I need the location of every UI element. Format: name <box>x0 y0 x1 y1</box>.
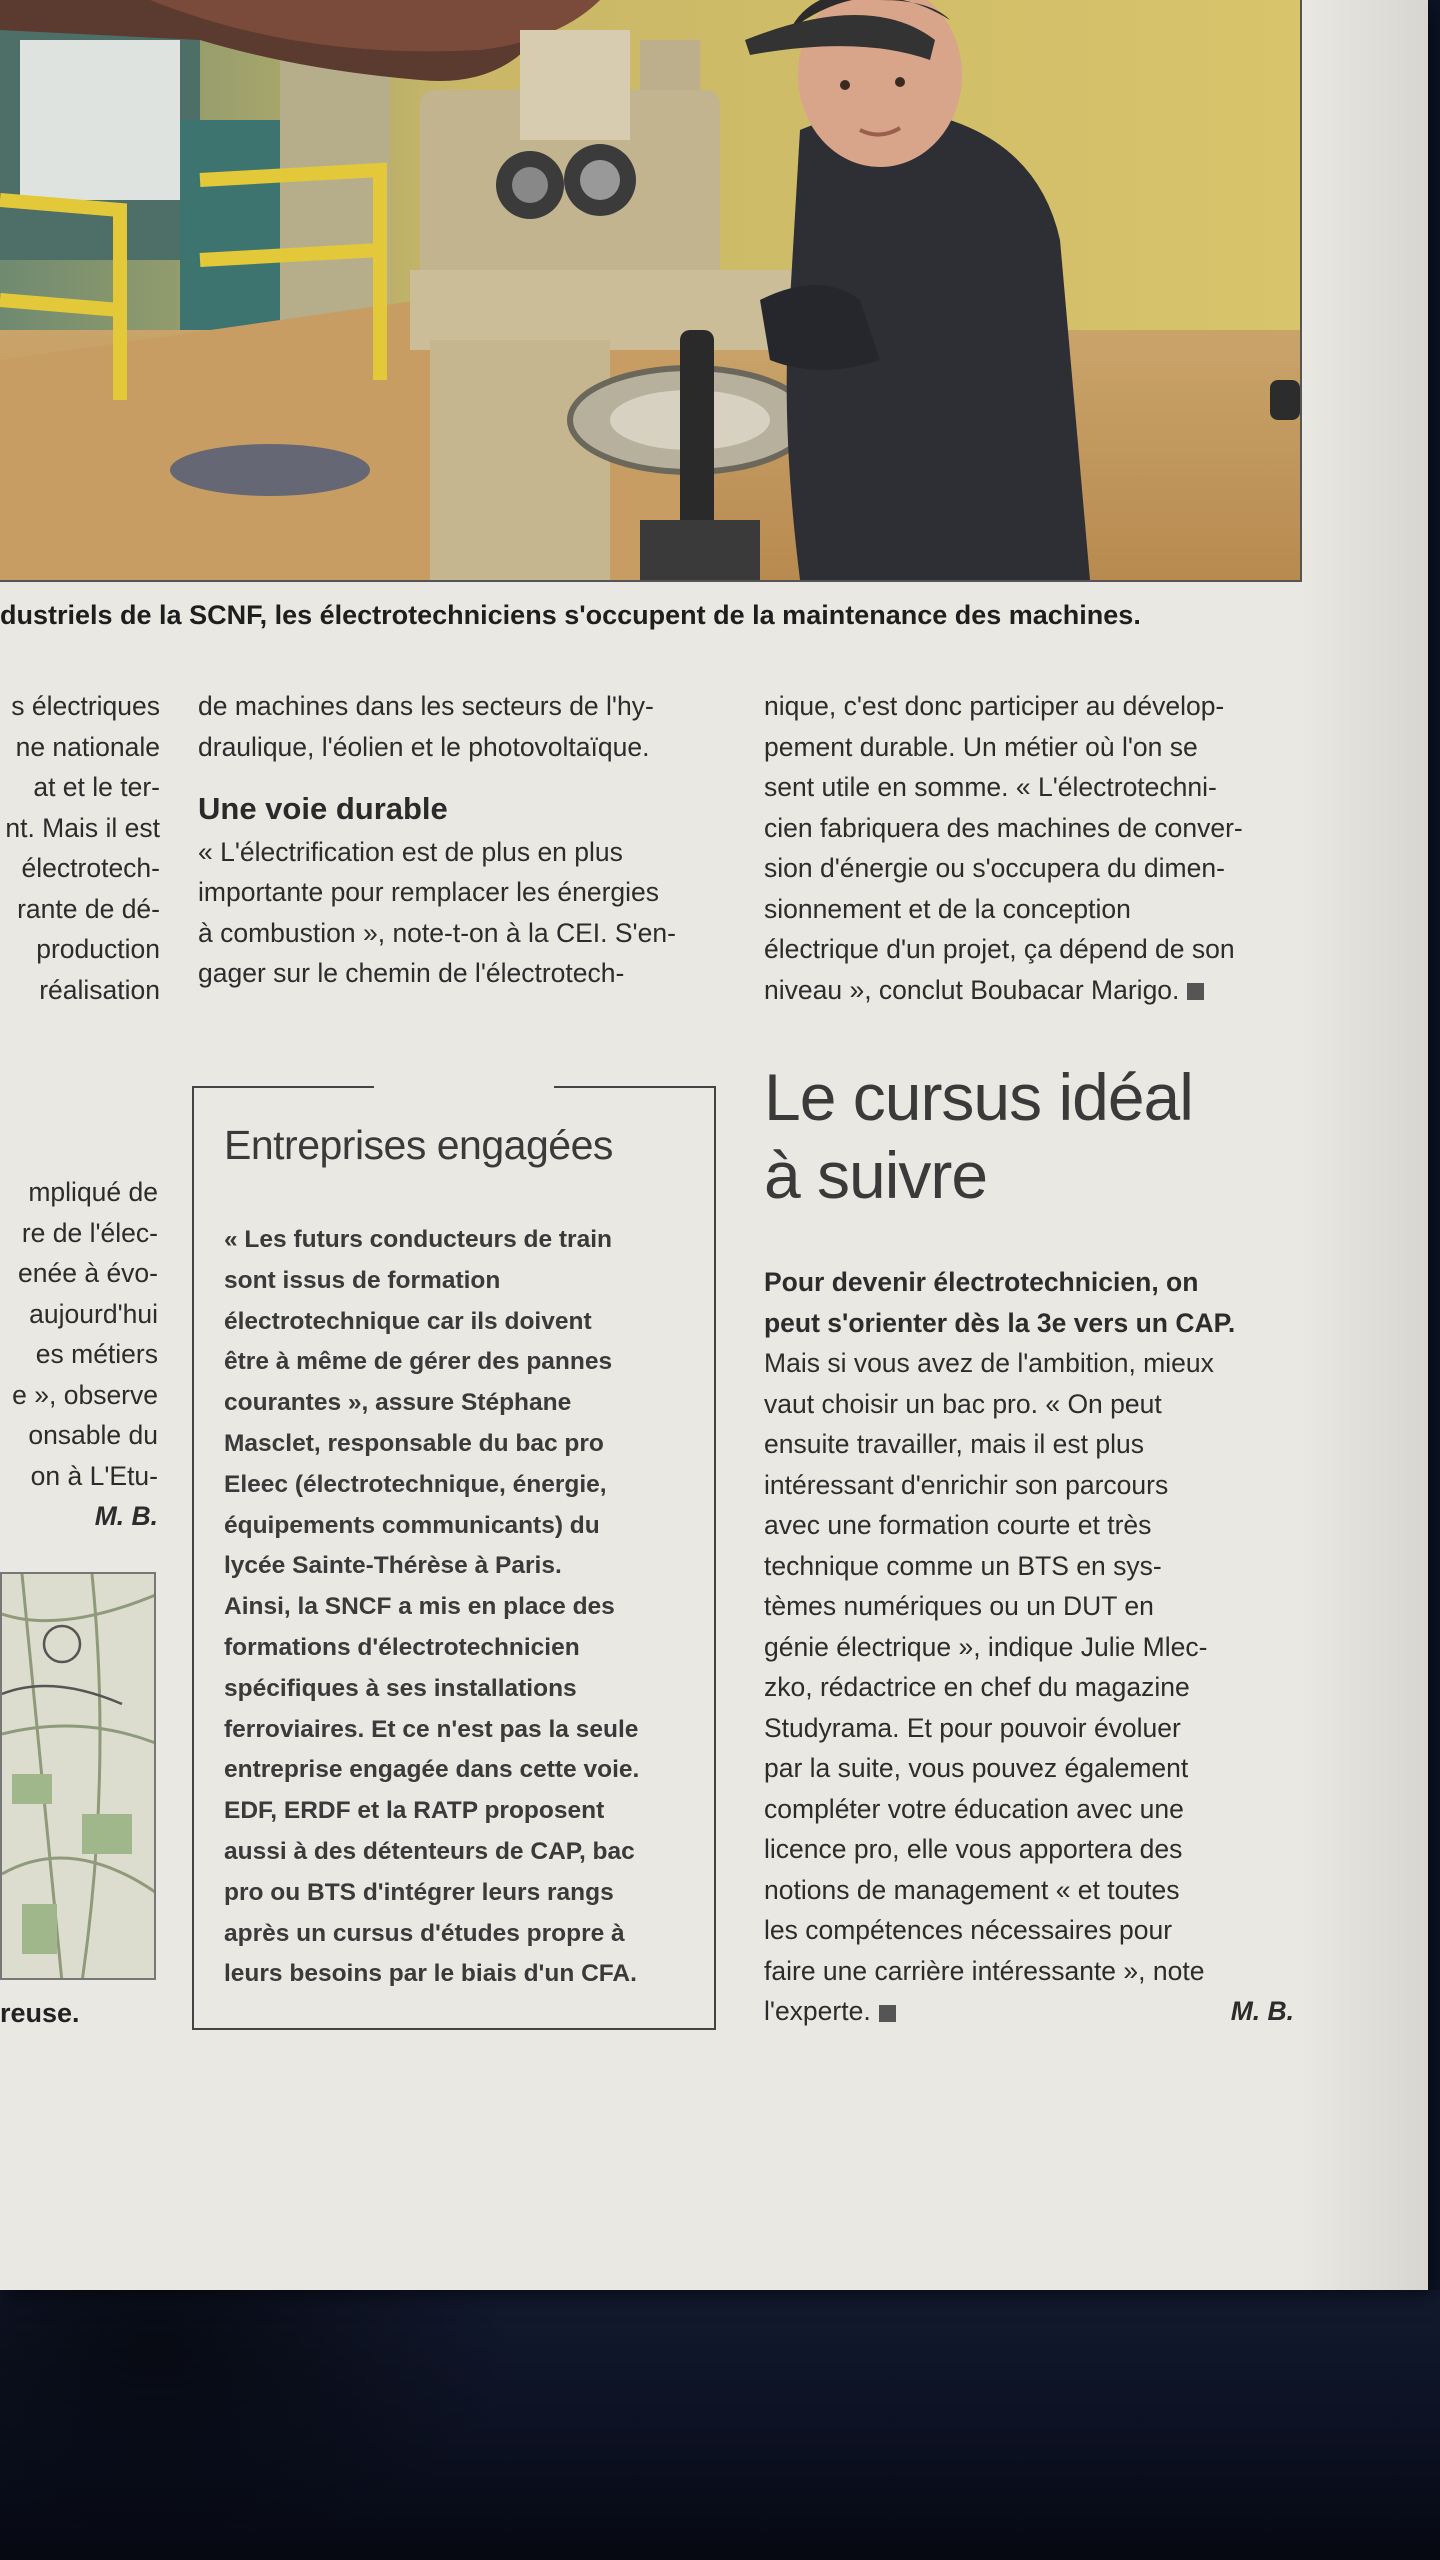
box-line: spécifiques à ses installations <box>224 1674 577 1702</box>
middle-column <box>198 686 718 994</box>
left-line: production <box>36 934 160 964</box>
mid-line: à combustion », note-t-on à la CEI. S'en- <box>198 917 676 948</box>
left-line: e », observe <box>12 1379 158 1410</box>
page-edge-shade <box>1300 0 1428 2290</box>
box-line: ferroviaires. Et ce n'est pas la seule <box>224 1715 639 1743</box>
box-line: être à même de gérer des pannes <box>224 1348 613 1376</box>
box-line: leurs besoins par le biais d'un CFA. <box>224 1960 637 1988</box>
box-line: lycée Sainte-Thérèse à Paris. <box>224 1552 562 1580</box>
box-line: après un cursus d'études propre à <box>224 1919 625 1947</box>
box-line: « Les futurs conducteurs de train <box>224 1226 612 1253</box>
cursus-line: technique comme un BTS en sys- <box>764 1550 1162 1581</box>
right-line: sion d'énergie ou s'occupera du dimen- <box>764 853 1225 883</box>
left-line: électrotech- <box>21 853 160 883</box>
map-figure <box>0 1572 156 1980</box>
cursus-line: licence pro, elle vous apportera des <box>764 1834 1183 1864</box>
cursus-signature: M. B. <box>1230 1996 1294 2026</box>
left-line: ne nationale <box>15 731 160 762</box>
box-line: Masclet, responsable du bac pro <box>224 1429 604 1457</box>
cursus-line: Mais si vous avez de l'ambition, mieux <box>764 1348 1214 1378</box>
mid-line: « L'électrification est de plus en plus <box>198 836 623 867</box>
box-line: sont issus de formation <box>224 1266 501 1294</box>
mid-line: de machines dans les secteurs de l'hy- <box>198 691 654 721</box>
cursus-title-line2: à suivre <box>764 1138 988 1212</box>
left-line: nt. Mais il est <box>5 812 160 843</box>
right-line-end: niveau », conclut Boubacar Marigo. <box>764 974 1180 1005</box>
left-line: re de l'élec- <box>21 1217 158 1248</box>
box-text <box>224 1220 694 1995</box>
cursus-line: zko, rédactrice en chef du magazine <box>764 1672 1190 1702</box>
box-line: pro ou BTS d'intégrer leurs rangs <box>224 1878 614 1906</box>
box-line: EDF, ERDF et la RATP proposent <box>224 1797 605 1825</box>
mid-line: gager sur le chemin de l'électrotech- <box>198 958 625 988</box>
left-column-top <box>0 686 160 1010</box>
photo-technician-icon <box>0 0 1300 580</box>
cursus-line: intéressant d'enrichir son parcours <box>764 1469 1169 1500</box>
box-border-gap <box>374 1084 554 1092</box>
box-line: Eleec (électrotechnique, énergie, <box>224 1470 607 1498</box>
cursus-line: ensuite travailler, mais il est plus <box>764 1429 1144 1459</box>
sidebar-box-entreprises <box>192 1086 716 2030</box>
cursus-last-line <box>764 1991 1294 2032</box>
box-line: entreprise engagée dans cette voie. <box>224 1756 640 1784</box>
cursus-end-text: l'experte. <box>764 1996 871 2026</box>
cursus-line: compléter votre éducation avec une <box>764 1793 1184 1824</box>
right-line: sent utile en somme. « L'électrotechni- <box>764 772 1217 802</box>
left-column-bottom <box>0 1172 158 1537</box>
box-line: Ainsi, la SNCF a mis en place des <box>224 1593 615 1621</box>
cursus-lead-line: Pour devenir électrotechnicien, on <box>764 1267 1199 1297</box>
end-mark-icon <box>879 2005 896 2022</box>
left-line: onsable du <box>28 1420 158 1450</box>
right-line: pement durable. Un métier où l'on se <box>764 731 1198 762</box>
map-caption: reuse. <box>0 1998 80 2028</box>
cursus-line: faire une carrière intéressante », note <box>764 1955 1205 1986</box>
cursus-line: par la suite, vous pouvez également <box>764 1753 1189 1783</box>
cursus-body <box>764 1262 1294 2032</box>
cursus-line: les compétences nécessaires pour <box>764 1915 1173 1945</box>
right-line: nique, c'est donc participer au dévelop- <box>764 691 1225 721</box>
box-line: aussi à des détenteurs de CAP, bac <box>224 1837 635 1865</box>
mid-line: draulique, l'éolien et le photovoltaïque. <box>198 731 650 762</box>
cursus-line: génie électrique », indique Julie Mlec- <box>764 1631 1208 1662</box>
cursus-line: tèmes numériques ou un DUT en <box>764 1591 1154 1621</box>
article-photo <box>0 0 1302 582</box>
map-icon <box>2 1574 156 1980</box>
left-line: s électriques <box>11 691 160 721</box>
box-line: électrotechnique car ils doivent <box>224 1307 592 1335</box>
left-line: réalisation <box>39 974 160 1005</box>
cursus-title <box>764 1058 1193 1214</box>
subheading-voie-durable: Une voie durable <box>198 791 448 826</box>
mid-line: importante pour remplacer les énergies <box>198 877 660 907</box>
left-signature: M. B. <box>94 1501 158 1531</box>
cursus-title-line1: Le cursus idéal <box>764 1060 1193 1134</box>
box-title: Entreprises engagées <box>224 1122 613 1168</box>
left-line: on à L'Etu- <box>30 1460 158 1491</box>
end-mark-icon <box>1187 983 1204 1000</box>
right-line: cien fabriquera des machines de conver- <box>764 812 1243 843</box>
left-line: at et le ter- <box>33 772 160 802</box>
left-line: rante de dé- <box>17 893 160 924</box>
cursus-line: avec une formation courte et très <box>764 1510 1152 1540</box>
right-line: électrique d'un projet, ça dépend de son <box>764 934 1235 964</box>
right-line: sionnement et de la conception <box>764 893 1131 924</box>
cursus-lead-line: peut s'orienter dès la 3e vers un CAP. <box>764 1307 1236 1338</box>
box-line: courantes », assure Stéphane <box>224 1389 572 1417</box>
right-column-top <box>764 686 1294 1010</box>
box-line: équipements communicants) du <box>224 1511 600 1539</box>
cursus-line: notions de management « et toutes <box>764 1874 1180 1905</box>
left-line: enée à évo- <box>18 1258 158 1288</box>
desk-shadow <box>0 2290 520 2560</box>
box-line: formations d'électrotechnicien <box>224 1633 580 1661</box>
left-line: mpliqué de <box>28 1177 158 1207</box>
right-line <box>764 970 1294 1011</box>
cursus-line: vaut choisir un bac pro. « On peut <box>764 1388 1162 1419</box>
left-line: aujourd'hui <box>29 1298 158 1329</box>
left-line: es métiers <box>35 1339 158 1369</box>
photo-caption: dustriels de la SCNF, les électrotechniciens s'occupent de la maintenance des machines. <box>0 600 1141 630</box>
cursus-line: Studyrama. Et pour pouvoir évoluer <box>764 1712 1181 1743</box>
